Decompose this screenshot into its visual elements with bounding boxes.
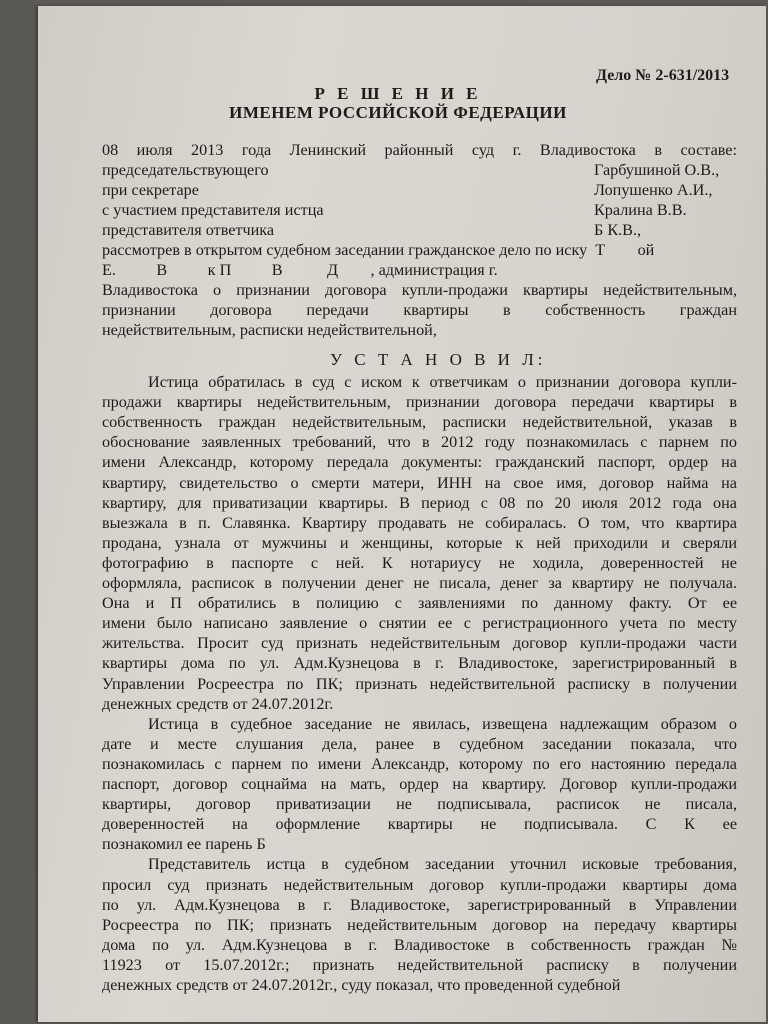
body-line: Росреестра по ПК; признать недействительным договор на передачу квартиры [102,915,737,934]
composition-row [102,180,737,200]
body-line: квартиру, свидетельство о смерти матери, ИНН на свое имя, договор найма на [102,473,737,492]
body-line: просил суд признать недействительным договор купли-продажи квартиры дома [102,875,737,894]
composition-role: с участием представителя истца [102,201,324,219]
body-line: фотографию в паспорте с ней. К нотариусу не ходила, доверенностей не [102,553,737,572]
composition-role: председательствующего [102,161,269,179]
body-line: имени было написано заявление о снятии ее с регистрационного учета по месту [102,614,737,633]
body-line: Истица в судебное заседание не явилась, извещена надлежащим образом о [148,714,737,733]
intro-line: Е. В к П В Д , администрация г. [102,261,498,279]
intro-line: Владивостока о признании договора купли-продажи квартиры недействительным, [102,281,737,299]
composition-name: Б К.В., [594,221,642,239]
body-line: оформляла, расписок в получении денег не писала, денег за квартиру не получала. [102,574,737,592]
intro-line: признании договора передачи квартиры в собственность граждан [102,301,737,319]
body-line: квартиру, для приватизации квартиры. В период с 08 по 20 июля 2012 года она [102,493,737,512]
body-line: познакомил ее парень Б [102,835,266,854]
document-title: Р Е Ш Е Н И Е [314,84,482,103]
body-line: жительства. Просит суд признать недействительным договор купли-продажи части [102,634,737,653]
body-line: продажи квартиры недействительным, признании договора передачи квартиры в [102,393,737,412]
composition-row [102,160,737,180]
body-line: Управлении Росреестра по ПК; признать недействительной расписку в получении [102,674,737,693]
section-heading: У С Т А Н О В И Л: [330,350,547,369]
body-line: квартиры дома по ул. Адм.Кузнецова в г. Владивостоке, зарегистрированный в [102,654,737,673]
document-page [38,6,766,1022]
composition-name: Кралина В.В. [594,201,687,219]
intro-line: рассмотрев в открытом судебном заседании гражданское дело по иску Т ой [102,241,655,259]
body-line: обоснование заявленных требований, что в 2012 году познакомилась с парнем по [102,433,737,452]
composition-name: Лопушенко А.И., [594,181,713,199]
body-line: собственность граждан недействительным, расписки недействительной, указав в [102,413,737,432]
composition-name: Гарбушиной О.В., [594,161,720,179]
court-date-line: 08 июля 2013 года Ленинский районный суд г. Владивостока в составе: [102,141,737,159]
body-line: дома по ул. Адм.Кузнецова в г. Владивостоке в собственность граждан № [102,935,737,954]
composition-row [102,220,737,240]
document-subtitle: ИМЕНЕМ РОССИЙСКОЙ ФЕДЕРАЦИИ [229,103,567,122]
composition-row [102,200,737,220]
intro-line: недействительным, расписки недействительной, [102,321,437,339]
body-line: продана, узнала от мужчины и женщины, которые к ней приходили и сверяли [102,533,737,552]
body-line: дате и месте слушания дела, ранее в судебном заседании показала, что [102,734,737,753]
body-line: денежных средств от 24.07.2012г. [102,694,334,713]
body-line: выезжала в п. Славянка. Квартиру продавать не собиралась. О том, что квартира [102,513,737,532]
body-line: Истица обратилась в суд с иском к ответчикам о признании договора купли- [148,373,737,391]
body-line: паспорт, договор соцнайма на мать, ордер на квартиру. Договор купли-продажи [102,775,737,793]
body-line: по ул. Адм.Кузнецова в г. Владивостоке, зарегистрированный в Управлении [102,895,737,914]
body-line: доверенностей на оформление квартиры не подписывала. С К ее [102,815,737,834]
body-line: 11923 от 15.07.2012г.; признать недействительной расписку в получении [102,955,737,974]
composition-role: при секретаре [102,181,199,199]
body-line: Представитель истца в судебном заседании уточнил исковые требования, [148,855,737,874]
body-line: денежных средств от 24.07.2012г., суду показал, что проведенной судебной [102,976,621,994]
case-number: Дело № 2-631/2013 [596,67,730,84]
body-line: познакомилась с парнем по имени Александр, которому по его настоянию передала [102,754,737,773]
body-line: квартиры, договор приватизации не подписывала, расписок не писала, [102,795,737,814]
body-line: имени Александр, которому передала документы: гражданский паспорт, ордер на [102,453,737,472]
composition-role: представителя ответчика [102,221,275,239]
body-line: Она и П обратились в полицию с заявлениями по данному факту. От ее [102,594,737,613]
